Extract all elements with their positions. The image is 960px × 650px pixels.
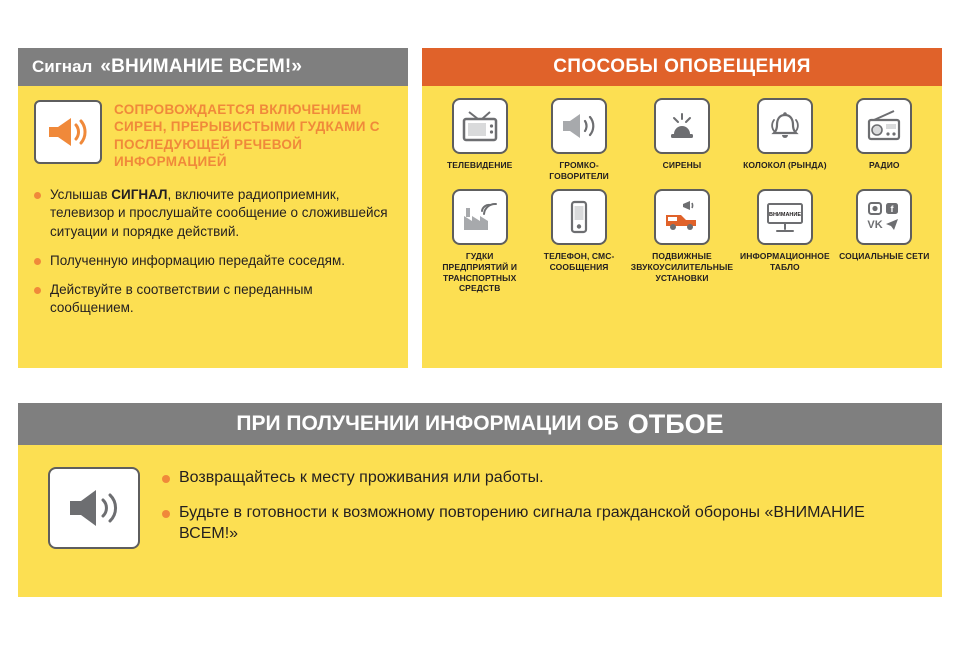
method-item-radio <box>835 98 934 181</box>
list-item <box>34 281 392 317</box>
method-item-factory-horns <box>430 189 529 294</box>
bullet-text: Услышав СИГНАЛ, включите радиоприемник, телевизор и прослушайте сообщение о сложившейся ситуации и порядке действий. <box>50 187 388 239</box>
signal-panel <box>18 48 408 368</box>
list-item <box>162 467 922 489</box>
all-clear-header <box>18 403 942 445</box>
bullet-text: Будьте в готовности к возможному повторению сигнала гражданской обороны «ВНИМАНИЕ ВСЕМ!» <box>179 503 865 543</box>
method-label: РАДИО <box>868 160 900 170</box>
signal-header-title: «ВНИМАНИЕ ВСЕМ!» <box>100 56 303 77</box>
notification-methods-title: СПОСОБЫ ОПОВЕЩЕНИЯ <box>553 56 811 77</box>
notification-methods-body <box>422 86 942 368</box>
speaker-icon <box>48 467 140 549</box>
svg-text:VK: VK <box>867 219 883 232</box>
bullet-dot-icon <box>34 258 41 265</box>
siren-icon <box>654 98 710 154</box>
list-item <box>34 186 392 241</box>
bell-icon <box>757 98 813 154</box>
signal-bullet-list <box>34 186 392 317</box>
all-clear-body <box>18 445 942 597</box>
loudspeaker-van-icon <box>654 189 710 245</box>
method-label: ТЕЛЕВИДЕНИЕ <box>446 160 513 170</box>
bullet-dot-icon <box>162 475 170 483</box>
bullet-text: Возвращайтесь к месту проживания или работы. <box>179 469 544 486</box>
notification-methods-header <box>422 48 942 86</box>
method-item-social-networks <box>835 189 934 294</box>
board-text: ВНИМАНИЕ <box>768 212 801 219</box>
method-label: ГУДКИ ПРЕДПРИЯТИЙ И ТРАНСПОРТНЫХ СРЕДСТВ <box>442 251 518 294</box>
method-item-sirens <box>629 98 735 181</box>
method-label: ПОДВИЖНЫЕ ЗВУКОУСИЛИТЕЛЬНЫЕ УСТАНОВКИ <box>630 251 734 283</box>
bullet-dot-icon <box>34 192 41 199</box>
method-item-phone <box>529 189 628 294</box>
method-item-loudspeakers <box>529 98 628 181</box>
all-clear-header-prefix: ПРИ ПОЛУЧЕНИИ ИНФОРМАЦИИ ОБ <box>236 412 619 435</box>
method-label: СОЦИАЛЬНЫЕ СЕТИ <box>839 251 930 262</box>
signal-panel-header <box>18 48 408 86</box>
list-item <box>34 252 392 270</box>
signal-panel-body <box>18 86 408 368</box>
method-item-television <box>430 98 529 181</box>
siren-description: СОПРОВОЖДАЕТСЯ ВКЛЮЧЕНИЕМ СИРЕН, ПРЕРЫВИСТЫМИ ГУДКАМИ С ПОСЛЕДУЮЩЕЙ РЕЧЕВОЙ ИНФОРМАЦИЕЙ <box>114 102 380 169</box>
method-label: ИНФОРМАЦИОННОЕ ТАБЛО <box>740 251 830 272</box>
siren-row <box>34 100 392 170</box>
signal-header-prefix: Сигнал <box>32 57 93 76</box>
svg-text:f: f <box>890 204 894 215</box>
method-item-bell <box>735 98 834 181</box>
notification-methods-panel <box>422 48 942 368</box>
loudspeaker-icon <box>34 100 102 164</box>
bullet-text: Действуйте в соответствии с переданным сообщением. <box>50 281 313 316</box>
method-label: КОЛОКОЛ (РЫНДА) <box>743 160 827 170</box>
top-row <box>18 48 942 368</box>
all-clear-block <box>18 403 942 597</box>
social-networks-icon <box>856 189 912 245</box>
method-item-information-board <box>735 189 834 294</box>
all-clear-bullet-list <box>162 467 922 558</box>
information-board-icon <box>757 189 813 245</box>
bullet-dot-icon <box>162 510 170 518</box>
notification-icon-grid <box>430 98 934 294</box>
loudspeaker-icon <box>551 98 607 154</box>
factory-icon <box>452 189 508 245</box>
method-label: ГРОМКО-ГОВОРИТЕЛИ <box>549 160 609 181</box>
method-label: СИРЕНЫ <box>662 160 702 170</box>
television-icon <box>452 98 508 154</box>
bullet-text: Полученную информацию передайте соседям. <box>50 252 346 268</box>
mobile-phone-icon <box>551 189 607 245</box>
list-item <box>162 502 922 545</box>
all-clear-header-emphasis: ОТБОЕ <box>627 408 724 439</box>
method-item-mobile-loudspeaker-van <box>629 189 735 294</box>
radio-icon <box>856 98 912 154</box>
method-label: ТЕЛЕФОН, СМС-СООБЩЕНИЯ <box>543 251 615 272</box>
bullet-dot-icon <box>34 287 41 294</box>
